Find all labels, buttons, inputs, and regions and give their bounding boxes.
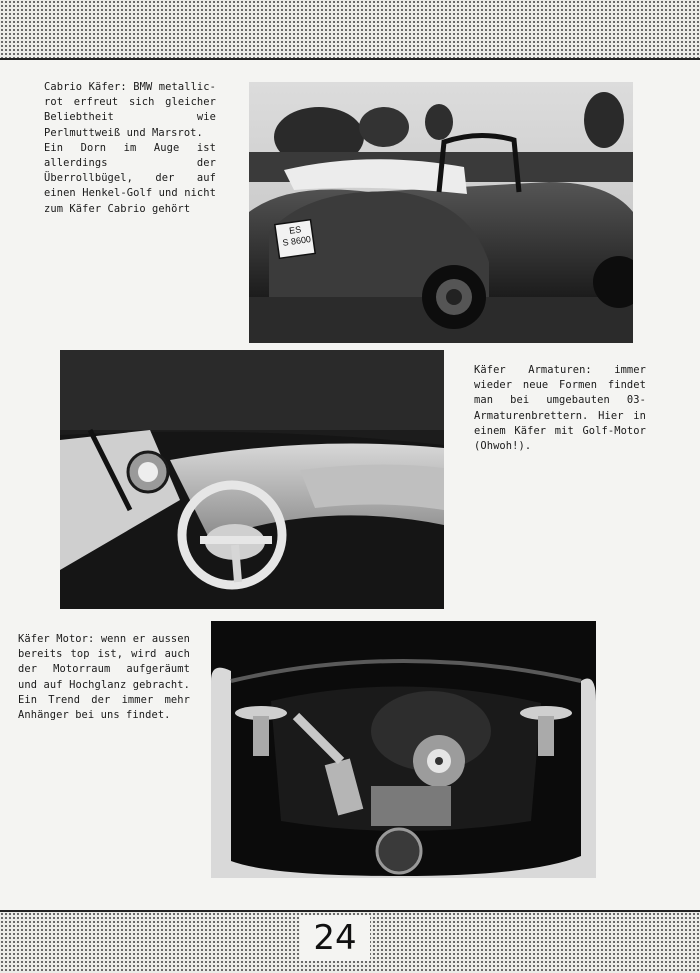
- photo-kaefer-motor: [211, 621, 596, 878]
- photo-cabrio-kaefer: [249, 82, 633, 343]
- license-plate-line1: ES: [288, 224, 302, 236]
- license-plate-line2: S 8600: [281, 234, 312, 248]
- page-number: 24: [300, 915, 370, 961]
- top-halftone-band: [0, 0, 700, 60]
- license-plate: [278, 223, 315, 250]
- caption-armaturen: Käfer Armaturen: immer wieder neue Formen findet man bei umgebauten 03-Armaturenbrettern. Hier in einem Käfer mit Golf-Motor (Ohwoh!).: [474, 364, 646, 453]
- caption-cabrio: Cabrio Käfer: BMW metallic-rot erfreut sich gleicher Beliebtheit wie Perlmuttweiß und Marsrot. Ein Dorn im Auge ist allerdings der Überrollbügel, der auf einen Henkel-Golf und nicht zum Käfer Cabrio gehört: [44, 81, 216, 215]
- caption-motor: Käfer Motor: wenn er aussen bereits top ist, wird auch der Motorraum aufgeräumt und auf Hochglanz gebracht. Ein Trend der immer mehr Anhänger bei uns findet.: [18, 633, 190, 722]
- photo-kaefer-armaturen: [60, 350, 444, 609]
